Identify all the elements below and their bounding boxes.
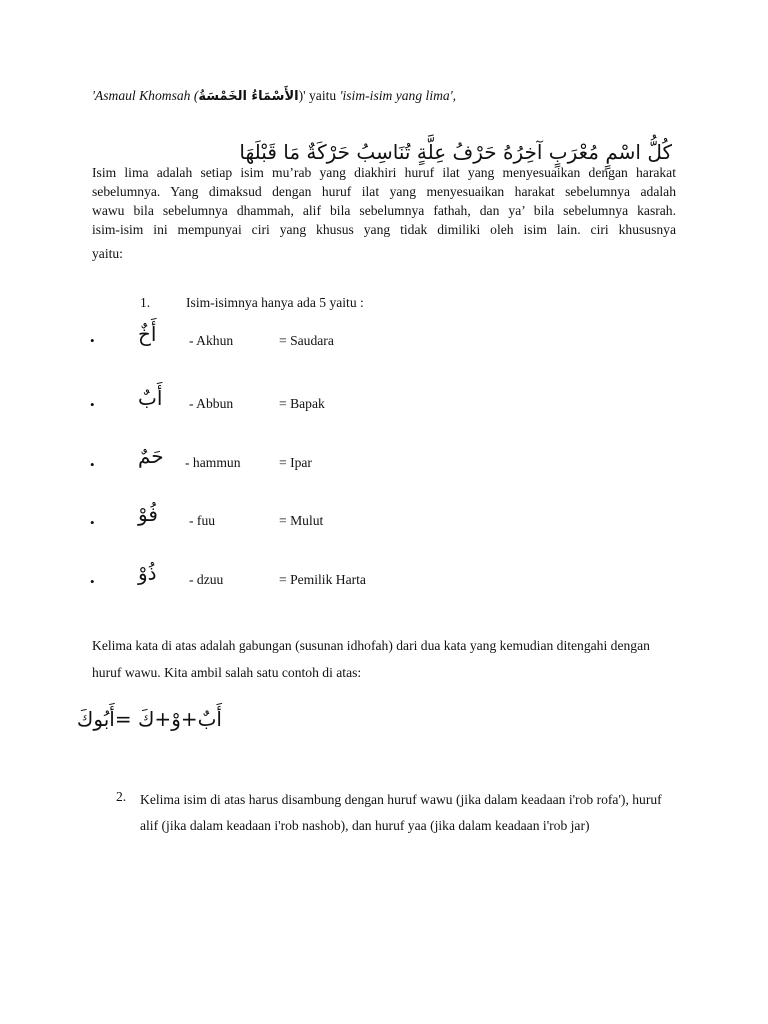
definition-paragraph [92,163,676,239]
example-formula: أَبٌ+وْ+كَ =أَبُوكَ [76,707,222,731]
definition-line: Isim lima adalah setiap isim mu’rab yang diakhiri huruf ilat yang menyesuaikan dengan harakat [92,165,676,180]
arabic-word: فُوْ [138,502,158,526]
intro-close: )' [298,88,306,103]
paragraph-idhofah: Kelima kata di atas adalah gabungan (susunan idhofah) dari dua kata yang kemudian ditengahi dengan huruf wawu. Kita ambil salah satu contoh di atas: [92,638,650,680]
arabic-word: حَمٌ [138,444,164,468]
arabic-word: أَبٌ [138,386,163,410]
transliteration: - dzuu [189,572,224,587]
transliteration: - fuu [189,513,216,528]
bullet-icon: • [90,333,95,348]
definition-line: isim-isim ini mempunyai ciri yang khusus yang tidak dimiliki oleh isim lain. ciri khususnya [92,222,676,237]
bullet-icon: • [90,515,95,530]
arabic-definition: كُلُّ اسْمٍ مُعْرَبٍ آخِرُهُ حَرْفُ عِلَّةٍ تُنَاسِبُ حَرْكَةٌ مَا قَبْلَهَا [239,140,672,164]
definition-last-line: yaitu: [92,246,123,261]
meaning: = Mulut [279,513,324,528]
transliteration: - Abbun [189,396,234,411]
list-number-1: 1. [140,295,151,310]
definition-line: wawu bila sebelumnya dhammah, alif bila sebelumnya fathah, dan ya’ bila sebelumnya kasrah. [92,203,676,218]
bullet-icon: • [90,397,95,412]
list-number-2: 2. [116,789,127,804]
intro-yaitu: yaitu [305,88,340,103]
meaning: = Bapak [279,396,325,411]
definition-line: sebelumnya. Yang dimaksud dengan huruf ilat yang menyesuaikan harakat sebelumnya adalah [92,184,676,199]
meaning: = Saudara [279,333,334,348]
arabic-word: أَخٌ [138,322,157,346]
meaning: = Ipar [279,455,312,470]
meaning: = Pemilik Harta [279,572,366,587]
intro-meaning: 'isim-isim yang lima', [339,88,457,103]
bullet-icon: • [90,457,95,472]
intro-line [92,88,456,104]
arabic-word: ذُوْ [138,561,157,585]
intro-prefix: 'Asmaul Khomsah ( [92,88,199,103]
intro-arabic-term: الأَسْمَاءُ الخَمْسَةُ [198,89,299,104]
list-text-1: Isim-isimnya hanya ada 5 yaitu : [186,295,364,310]
bullet-icon: • [90,574,95,589]
transliteration: - Akhun [189,333,234,348]
transliteration: - hammun [185,455,241,470]
list-text-2: Kelima isim di atas harus disambung dengan huruf wawu (jika dalam keadaan i'rob rofa'), huruf alif (jika dalam keadaan i'rob nashob), dan huruf yaa (jika dalam keadaan i'rob jar) [140,792,662,833]
